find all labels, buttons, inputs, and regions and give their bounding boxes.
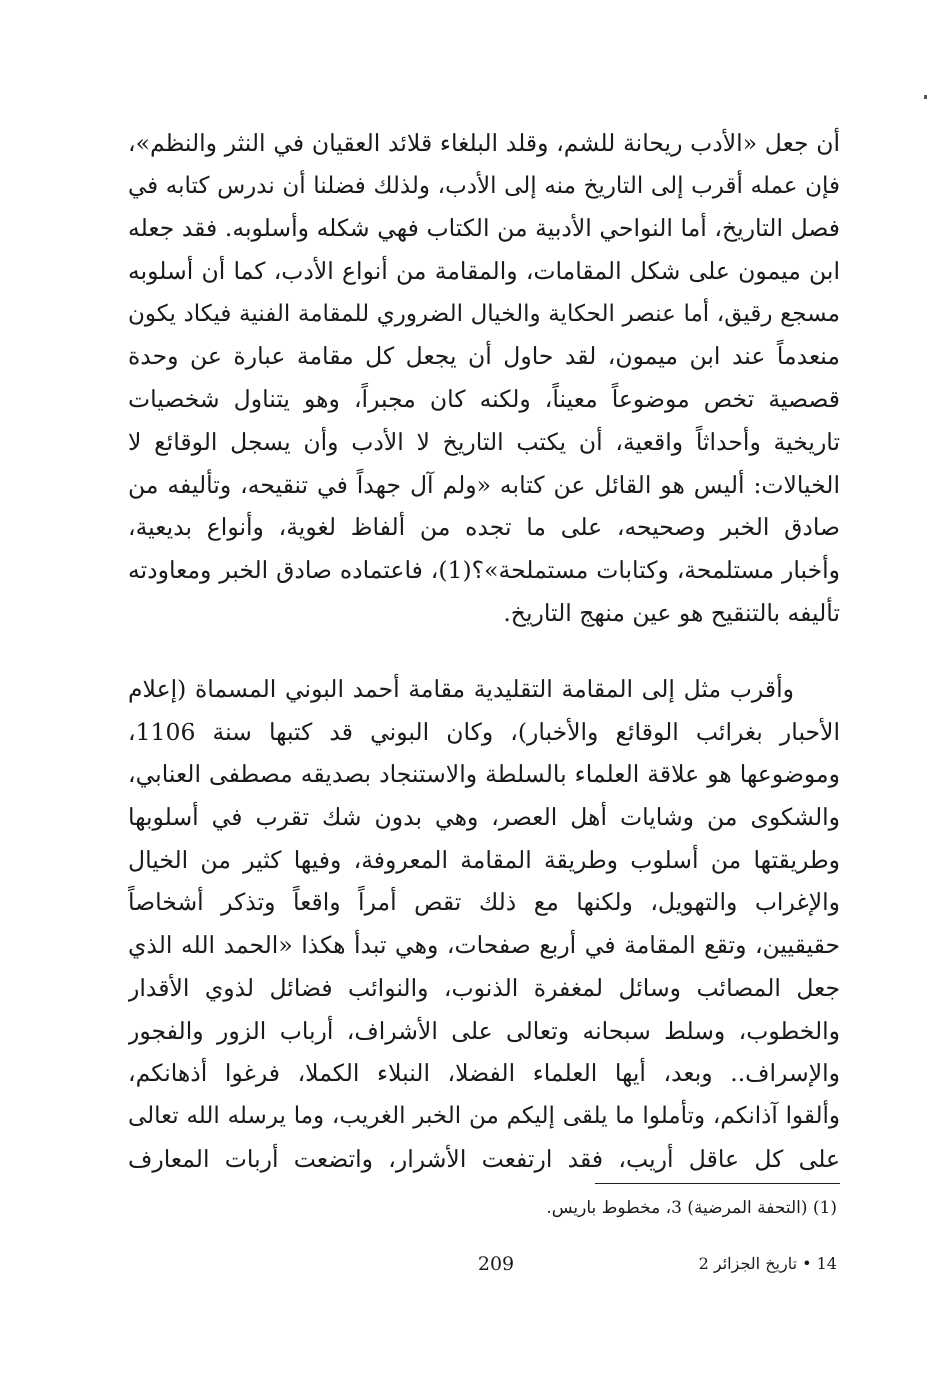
footnote: (1) (التحفة المرضية) 3، مخطوط باريس. <box>546 1198 837 1218</box>
text-line: الأحبار بغرائب الوقائع والأخبار)، وكان البوني قد كتبها سنة 1106، <box>128 717 840 746</box>
text-line: والإغراب والتهويل، ولكنها مع ذلك تقص أمراً واقعاً وتذكر أشخاصاً <box>128 888 840 917</box>
text-line: صادق الخبر وصحيحه، على ما تجده من ألفاظ لغوية، وأنواع بديعية، <box>128 513 840 542</box>
page-number: 209 <box>477 1253 515 1275</box>
footnote-divider <box>595 1183 840 1184</box>
text-line: قصصية تخص موضوعاً معيناً، ولكنه كان مجبراً، وهو يتناول شخصيات <box>128 385 840 414</box>
running-footer: 14 ‍• تاريخ الجزائر 2 <box>698 1254 837 1273</box>
paragraph-1 <box>128 122 840 634</box>
text-line: أن جعل «الأدب ريحانة للشم، وقلد البلغاء قلائد العقيان في النثر والنظم»، <box>128 129 840 157</box>
text-line: والشكوى من وشايات أهل العصر، وهي بدون شك تقرب في أسلوبها <box>128 803 840 832</box>
text-line: مسجع رقيق، أما عنصر الحكاية والخيال الضروري للمقامة الفنية فيكاد يكون <box>128 300 840 327</box>
margin-mark <box>924 95 927 99</box>
text-line: والخطوب، وسلط سبحانه وتعالى على الأشراف، أرباب الزور والفجور <box>128 1016 840 1045</box>
text-line: وأقرب مثل إلى المقامة التقليدية مقامة أحمد البوني المسماة (إعلام <box>128 675 794 703</box>
text-line: على كل عاقل أريب، فقد ارتفعت الأشرار، واتضعت أربات المعارف <box>128 1144 840 1173</box>
text-line: ابن ميمون على شكل المقامات، والمقامة من أنواع الأدب، كما أن أسلوبه <box>128 257 840 286</box>
paragraph-2 <box>128 668 840 1180</box>
text-line: فصل التاريخ، أما النواحي الأدبية من الكتاب فهي شكله وأسلوبه. فقد جعله <box>128 214 840 243</box>
text-line: وموضوعها هو علاقة العلماء بالسلطة والاستنجاد بصديقه مصطفى العنابي، <box>128 760 840 789</box>
text-line: منعدماً عند ابن ميمون، لقد حاول أن يجعل كل مقامة عبارة عن وحدة <box>128 342 840 371</box>
text-line: الخيالات: أليس هو القائل عن كتابه «ولم آل جهداً في تنقيحه، وتأليفه من <box>128 470 840 499</box>
text-line: وألقوا آذانكم، وتأملوا ما يلقى إليكم من الخبر الغريب، وما يرسله الله تعالى <box>128 1102 840 1129</box>
text-line: تاريخية وأحداثاً واقعية، أن يكتب التاريخ لا الأدب وأن يسجل الوقائع لا <box>128 427 840 456</box>
text-line: والإسراف.. وبعد، أيها العلماء الفضلا، النبلاء الكملا، فرغوا أذهانكم، <box>128 1059 840 1088</box>
text-line: وأخبار مستلمحة، وكتابات مستملحة»؟(1)، فاعتماده صادق الخبر ومعاودته <box>128 555 840 584</box>
text-line: وطريقتها من أسلوب وطريقة المقامة المعروفة، وفيها كثير من الخيال <box>128 845 840 874</box>
text-line: حقيقيين، وتقع المقامة في أربع صفحات، وهي تبدأ هكذا «الحمد الله الذي <box>128 931 840 960</box>
text-line: فإن عمله أقرب إلى التاريخ منه إلى الأدب، ولذلك فضلنا أن ندرس كتابه في <box>128 172 840 199</box>
text-line: تأليفه بالتنقيح هو عين منهج التاريخ. <box>503 598 840 627</box>
text-line: جعل المصائب وسائل لمغفرة الذنوب، والنوائب فضائل لذوي الأقدار <box>128 973 840 1002</box>
